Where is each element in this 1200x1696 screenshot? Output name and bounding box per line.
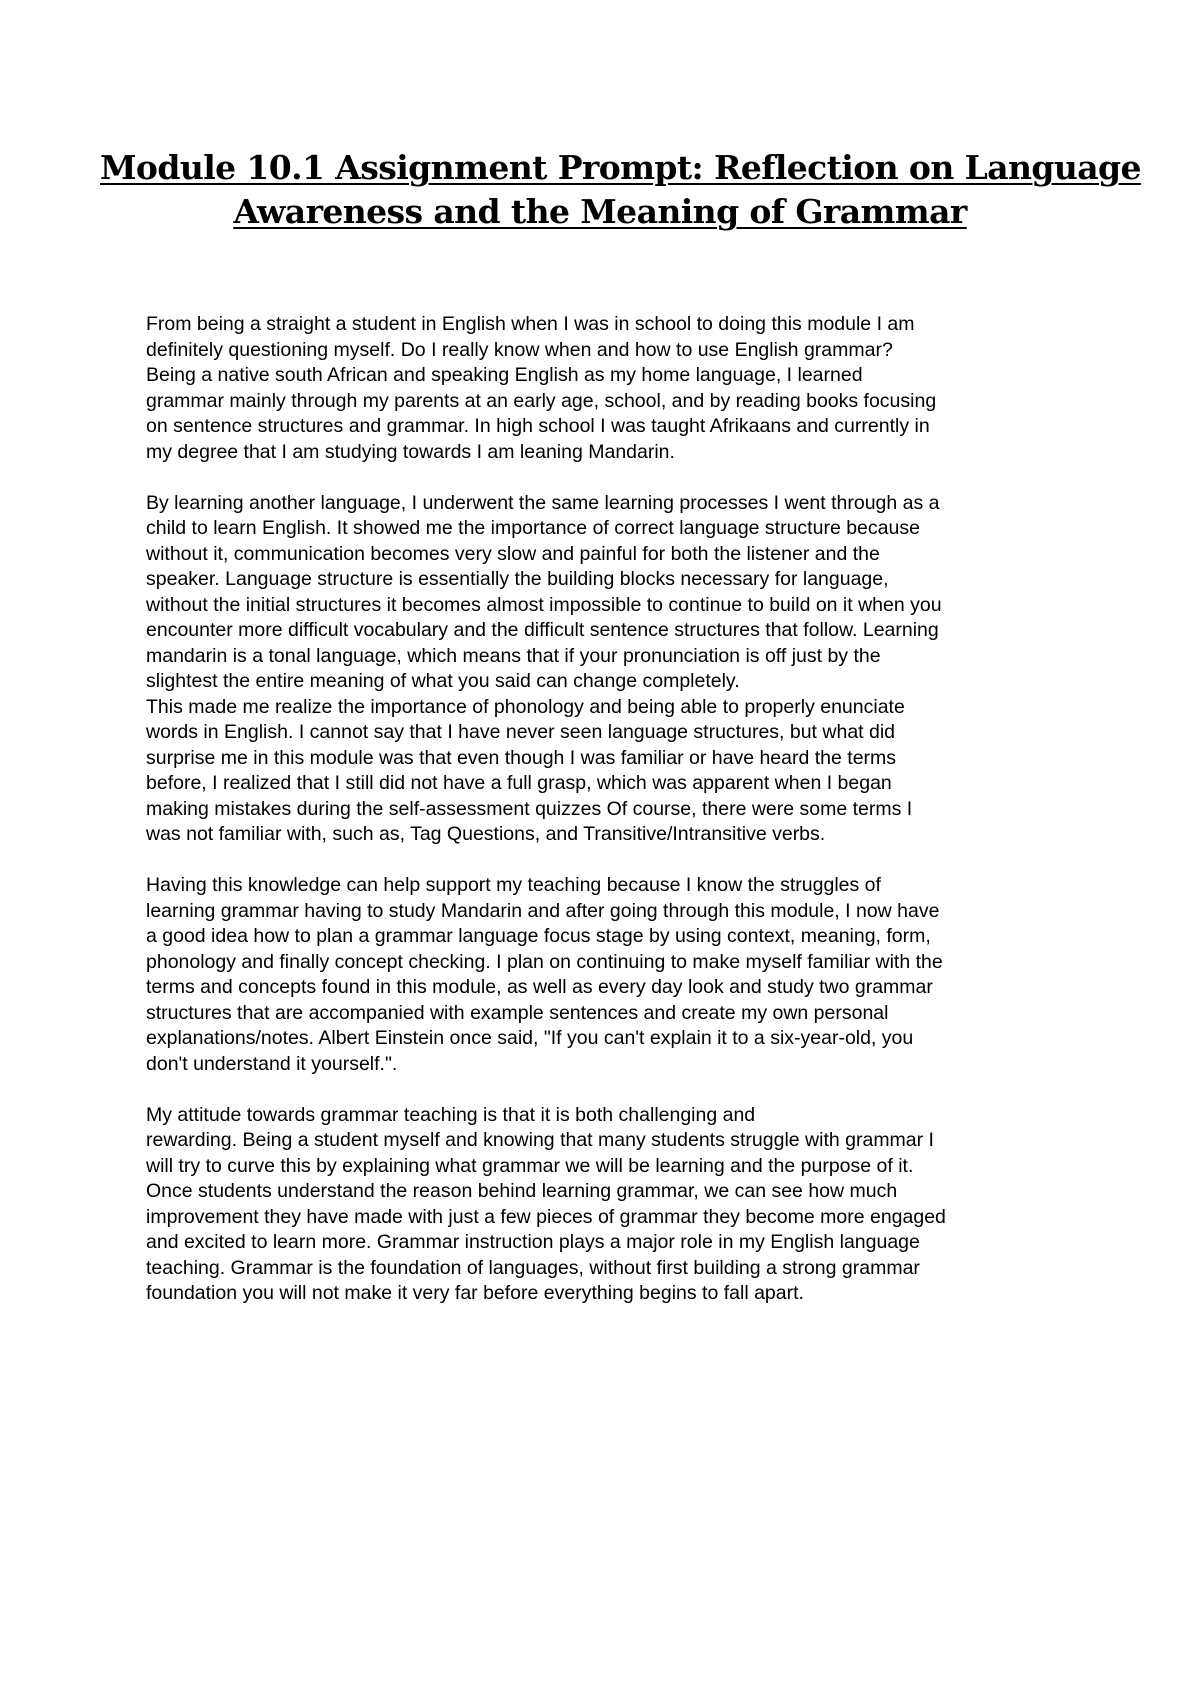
text-line: grammar mainly through my parents at an early age, school, and by reading books focusing <box>146 389 937 412</box>
paragraph-background <box>146 312 1086 465</box>
text-line: This made me realize the importance of phonology and being able to properly enunciate <box>146 695 905 718</box>
text-line: before, I realized that I still did not have a full grasp, which was apparent when I began <box>146 772 892 794</box>
title-line: Awareness and the Meaning of Grammar <box>233 192 967 231</box>
text-line: phonology and finally concept checking. I plan on continuing to make myself familiar with the <box>146 950 943 973</box>
text-line: mandarin is a tonal language, which means that if your pronunciation is off just by the <box>146 644 881 667</box>
text-line: Having this knowledge can help support my teaching because I know the struggles of <box>146 874 881 896</box>
title-line: Module 10.1 Assignment Prompt: Reflection on Language <box>100 148 1141 187</box>
text-line: learning grammar having to study Mandarin and after going through this module, I now have <box>146 899 940 922</box>
paragraph-phonology <box>146 695 1086 848</box>
text-line: explanations/notes. Albert Einstein once said, "If you can't explain it to a six-year-old, you <box>146 1027 914 1049</box>
text-line: definitely questioning myself. Do I really know when and how to use English grammar? <box>146 338 893 361</box>
text-line: By learning another language, I underwent the same learning processes I went through as a <box>146 491 940 514</box>
text-line: surprise me in this module was that even though I was familiar or have heard the terms <box>146 746 897 769</box>
text-line: don't understand it yourself.". <box>146 1052 398 1075</box>
text-line: foundation you will not make it very far before everything begins to fall apart. <box>146 1282 804 1304</box>
paragraph-teaching-support <box>146 873 1086 1077</box>
text-line: speaker. Language structure is essentially the building blocks necessary for language, <box>146 568 889 590</box>
text-line: without the initial structures it becomes almost impossible to continue to build on it when you <box>146 593 942 616</box>
text-line: rewarding. Being a student myself and knowing that many students struggle with grammar I <box>146 1129 934 1151</box>
text-line: was not familiar with, such as, Tag Questions, and Transitive/Intransitive verbs. <box>146 823 826 845</box>
text-line: on sentence structures and grammar. In high school I was taught Afrikaans and currently in <box>146 415 930 437</box>
paragraph-attitude <box>146 1103 1086 1307</box>
text-line: structures that are accompanied with example sentences and create my own personal <box>146 1001 889 1024</box>
text-line: will try to curve this by explaining what grammar we will be learning and the purpose of it. <box>146 1154 914 1177</box>
text-line: and excited to learn more. Grammar instruction plays a major role in my English language <box>146 1231 920 1253</box>
text-line: words in English. I cannot say that I have never seen language structures, but what did <box>146 721 896 743</box>
paragraph-learning-language <box>146 491 1086 695</box>
text-line: teaching. Grammar is the foundation of languages, without first building a strong grammar <box>146 1256 920 1279</box>
text-line: child to learn English. It showed me the importance of correct language structure because <box>146 517 920 539</box>
text-line: Being a native south African and speaking English as my home language, I learned <box>146 364 863 386</box>
text-line: terms and concepts found in this module, as well as every day look and study two grammar <box>146 976 933 998</box>
document-title <box>100 146 1141 234</box>
text-line: encounter more difficult vocabulary and the difficult sentence structures that follow. Learning <box>146 619 939 641</box>
text-line: Once students understand the reason behind learning grammar, we can see how much <box>146 1180 898 1202</box>
text-line: From being a straight a student in English when I was in school to doing this module I am <box>146 313 915 335</box>
text-line: improvement they have made with just a few pieces of grammar they become more engaged <box>146 1205 946 1228</box>
text-line: without it, communication becomes very slow and painful for both the listener and the <box>146 542 880 565</box>
text-line: My attitude towards grammar teaching is that it is both challenging and <box>146 1103 756 1126</box>
text-line: my degree that I am studying towards I am leaning Mandarin. <box>146 440 675 463</box>
text-line: a good idea how to plan a grammar language focus stage by using context, meaning, form, <box>146 925 931 947</box>
text-line: slightest the entire meaning of what you said can change completely. <box>146 670 740 692</box>
document-body <box>146 312 1086 1307</box>
text-line: making mistakes during the self-assessment quizzes Of course, there were some terms I <box>146 797 913 820</box>
